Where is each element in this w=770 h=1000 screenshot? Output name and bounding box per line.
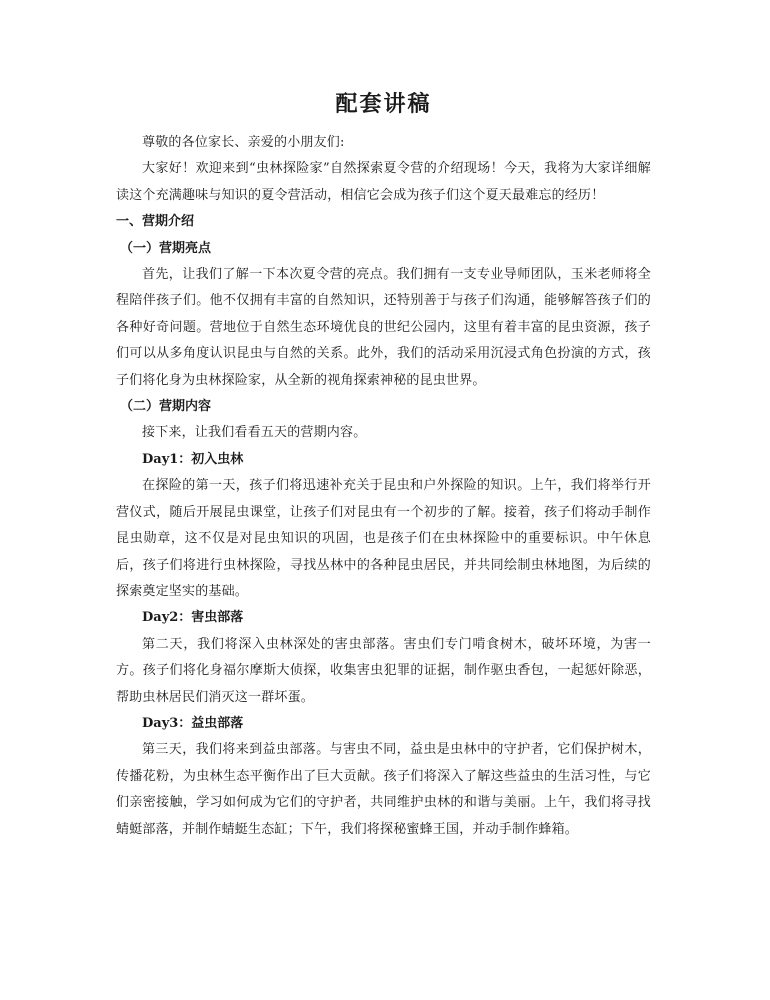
page-title: 配套讲稿	[335, 91, 432, 117]
day3-heading: Day3：益虫部落	[142, 715, 244, 731]
intro-paragraph: 大家好！欢迎来到“虫林探险家”自然探索夏令营的介绍现场！今天，我将为大家详细解读这个充满趣味与知识的夏令营活动，相信它会成为孩子们这个夏天最难忘的经历！	[116, 161, 651, 203]
highlights-paragraph: 首先，让我们了解一下本次夏令营的亮点。我们拥有一支专业导师团队，玉米老师将全程陪伴孩子们。他不仅拥有丰富的自然知识，还特别善于与孩子们沟通，能够解答孩子们的各种好奇问题。营地位于自然生态环境优良的世纪公园内，这里有着丰富的昆虫资源，孩子们可以从多角度认识昆虫与自然的关系。此外，我们的活动采用沉浸式角色扮演的方式，孩子们将化身为虫林探险家，从全新的视角探索神秘的昆虫世界。	[116, 267, 651, 388]
subsection-heading-highlights: （一）营期亮点	[120, 240, 212, 256]
day2-heading: Day2：害虫部落	[142, 610, 244, 626]
document-page	[116, 86, 651, 843]
day1-paragraph: 在探险的第一天，孩子们将迅速补充关于昆虫和户外探险的知识。上午，我们将举行开营仪式，随后开展昆虫课堂，让孩子们对昆虫有一个初步的了解。接着，孩子们将动手制作昆虫勋章，这不仅是对昆虫知识的巩固，也是孩子们在虫林探险中的重要标识。中午休息后，孩子们将进行虫林探险，寻找丛林中的各种昆虫居民，并共同绘制虫林地图，为后续的探索奠定坚实的基础。	[116, 478, 651, 599]
day2-paragraph: 第二天，我们将深入虫林深处的害虫部落。害虫们专门啃食树木，破坏环境，为害一方。孩子们将化身福尔摩斯大侦探，收集害虫犯罪的证据，制作驱虫香包，一起惩奸除恶，帮助虫林居民们消灭这一群坏蛋。	[116, 636, 651, 705]
day3-paragraph: 第三天，我们将来到益虫部落。与害虫不同，益虫是虫林中的守护者，它们保护树木，传播花粉，为虫林生态平衡作出了巨大贡献。孩子们将深入了解这些益虫的生活习性，与它们亲密接触，学习如何成为它们的守护者，共同维护虫林的和谐与美丽。上午，我们将寻找蜻蜓部落，并制作蜻蜓生态缸；下午，我们将探秘蜜蜂王国，并动手制作蜂箱。	[116, 742, 651, 837]
greeting-paragraph: 尊敬的各位家长、亲爱的小朋友们:	[142, 135, 345, 150]
content-intro-paragraph: 接下来，让我们看看五天的营期内容。	[142, 425, 367, 441]
section-heading-camp-intro: 一、营期介绍	[116, 214, 195, 230]
day1-heading: Day1：初入虫林	[142, 451, 244, 467]
subsection-heading-content: （二）营期内容	[120, 399, 212, 415]
